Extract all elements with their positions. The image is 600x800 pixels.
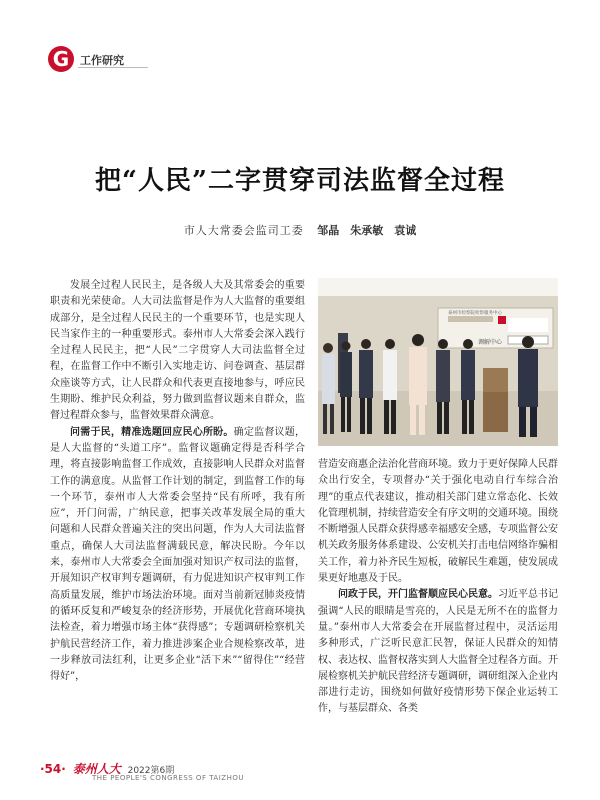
paragraph: 营造安商惠企法治化营商环境。致力于更好保障人民群众出行安全，专项督办“关于强化电动自行车综合治理”的重点代表建议，推动相关部门建立常态化、长效化管理机制，持续营造安全有序文明的交通环境。围绕不断增强人民群众获得感幸福感安全感，专项监督公安机关政务服务体系建设、公安机关打击电信网络诈骗相关工作，着力补齐民生短板，破解民生难题，使发展成果更好地惠及于民。	[318, 459, 558, 585]
text-column-right	[318, 457, 558, 718]
paragraph	[318, 587, 558, 717]
author-names: 邹晶 朱承敏 袁诚	[317, 224, 417, 237]
article-photo	[318, 278, 558, 446]
page-footer	[40, 760, 560, 782]
photo-banner: 泰州市检察院检察服务中心	[448, 311, 502, 316]
article-title: 把“人民”二字贯穿司法监督全过程	[95, 166, 505, 196]
issue-label: 2022第6期	[127, 766, 175, 776]
paragraph-body: 习近平总书记强调“人民的眼睛是雪亮的，人民是无所不在的监督力量。”泰州市人大常委会在开展监督过程中，灵活运用多种形式，广泛听民意汇民智，保证人民群众的知情权、表达权、监督权落实到人大监督全过程各方面。开展检察机关护航民营经济专题调研，调研组深入企业内部进行走访，围绕如何做好疫情形势下保企业运转工作，与基层群众、各类	[318, 589, 558, 715]
text-column-left	[50, 278, 305, 685]
photo-illustration	[318, 278, 558, 446]
paragraph-body: 确定监督议题，是人大监督的“头道工序”。监督议题确定得是否科学合理，将直接影响监督工作成效，直接影响人民群众对监督工作的满意度。从监督工作计划的制定，到监督工作的每一个环节，泰州市人大常委会坚持“民有所呼，我有所应”，开门问需，广纳民意，把事关改革发展全局的重大问题和人民群众普遍关注的突出问题，作为人大司法监督重点，确保人大司法监督满载民意，解决民盼。今年以来，泰州市人大常委会全面加强对知识产权司法的监督，开展知识产权审判专题调研，有力促进知识产权审判工作高质量发展，维护市场法治环境。面对当前新冠肺炎疫情的循环反复和严峻复杂的经济形势，开展优化营商环境执法检查，着力增强市场主体“获得感”；专题调研检察机关护航民营经济工作，着力推进涉案企业合规检察改革，进一步释放司法红利，让更多企业“活下来”“留得住”“经营得好”，	[50, 426, 306, 683]
magazine-subtitle: THE PEOPLE'S CONGRESS OF TAIZHOU	[92, 774, 244, 782]
paragraph: 发展全过程人民民主，是各级人大及其常委会的重要职责和光荣使命。人大司法监督是作为人大监督的重要组成部分，是全过程人民民主的一个重要环节，也是实现人民当家作主的一种重要形式。泰州市人大常委会深入践行全过程人民民主，把“人民”二字贯穿人大司法监督全过程，在监督工作中不断引入实地走访、问卷调查、基层群众座谈等方式，让人民群众和代表更直接地参与，呼应民生期盼、维护民众利益，努力做到监督议题来自群众，监督过程群众参与，监督效果群众满意。	[50, 280, 305, 422]
page-number: ·54·	[40, 762, 66, 776]
byline	[0, 222, 600, 238]
section-logo: G	[48, 46, 74, 72]
section-header	[48, 46, 248, 72]
paragraph-lead: 问政于民，开门监督顺应民心民意。	[338, 589, 498, 601]
photo-sign: 调解中心	[478, 339, 503, 346]
author-org: 市人大常委会监司工委	[183, 224, 304, 237]
paragraph	[50, 425, 305, 686]
magazine-name: 泰州人大	[72, 762, 121, 776]
paragraph-lead: 问需于民，精准选题回应民心所盼。	[70, 426, 234, 438]
section-label: 工作研究	[80, 54, 124, 67]
header-divider	[78, 67, 148, 68]
